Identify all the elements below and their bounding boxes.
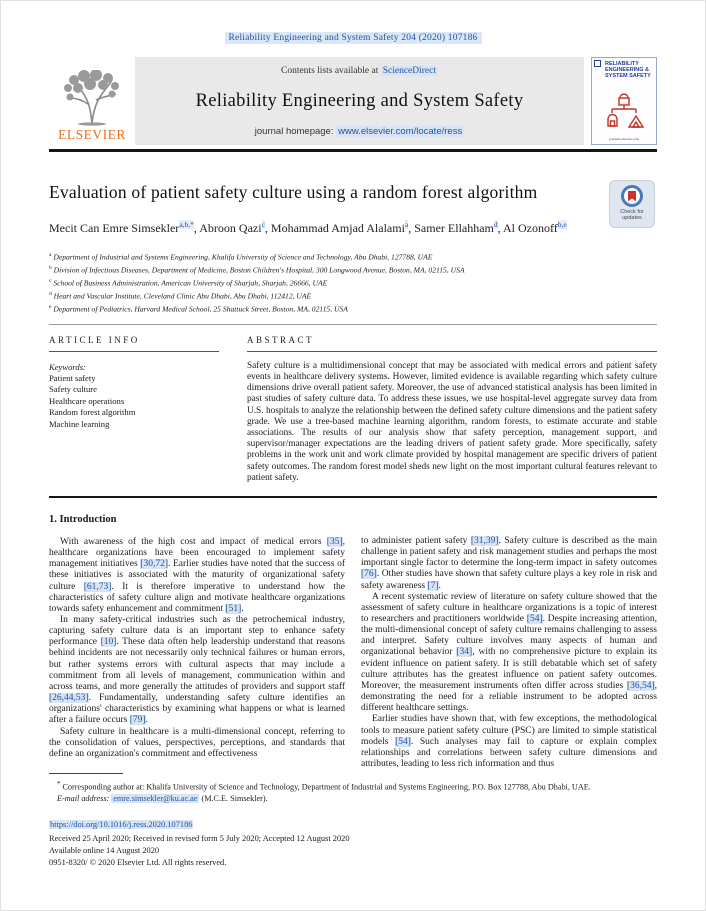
journal-header	[49, 57, 657, 145]
left-column	[49, 514, 345, 774]
email-link[interactable]: emre.simsekler@ku.ac.ae	[113, 793, 198, 803]
paragraph: A recent systematic review of literature on safety culture showed that the assessment of safety culture in healthcare organizations is a topic of interest to researchers and practitioners worldwide [54]. Despite increasing attention, the multi-dimensional concept of safety culture remains challenging to assess and interpret. Safety culture involves many aspects of human and organizational behavior [34], with no comprehensive picture to explain its evident influence on patient safety. It is still debatable which set of safety culture attributes has the greatest influence on patient safety outcomes. Moreover, the measurement instruments often differ across studies [36,54], demonstrating the need for a reliable instrument to be adopted across different healthcare settings.	[361, 591, 657, 714]
citation-link[interactable]: [31,39]	[470, 535, 499, 546]
check-updates-label: Check for updates	[620, 209, 644, 221]
citation-link[interactable]: [61,73]	[83, 581, 112, 592]
author[interactable]: Al Ozonoff$^{b,e}$	[502, 220, 567, 235]
abstract-text: Safety culture is a multidimensional concept that may be associated with medical errors and patient safety events in healthcare delivery systems. However, limited evidence is available regarding which safety culture dimensions drive overall patient safety. Moreover, the use of advanced statistical analysis has been limited in past studies of safety culture data. To address these issues, we use hospital-level aggregate survey data from U.S. hospitals to analyze the relationship between the defined safety culture dimensions and the patient safety grade. We use a tree-based machine learning algorithm, random forests, to estimate accurate and stable associations. The results of our analysis show that safety perception, management support, and supervisor/manager expectations are the leading drivers of patient safety grade. More specifically, safety problems in the work unit and work climate provided by hospital management are specific drivers of patient safety outcomes. The random forest model sheds new light on the most important cultural features relevant to patient safety.	[247, 360, 657, 483]
affiliation: $^d$ Heart and Vascular Institute, Cleveland Clinic Abu Dhabi, Abu Dhabi, 112412, UAE	[49, 290, 312, 301]
abstract-section	[247, 335, 657, 484]
affiliation: $^e$ Department of Pediatrics, Harvard Medical School, 25 Shattuck Street, Boston, MA, 02115, USA	[49, 303, 348, 314]
journal-cover	[591, 57, 657, 145]
citation-link[interactable]: [51]	[225, 603, 242, 614]
contents-line	[141, 66, 578, 76]
available-online: Available online 14 August 2020	[49, 845, 160, 855]
article-info-heading: ARTICLE INFO	[49, 334, 140, 345]
introduction-heading: 1. Introduction	[49, 513, 117, 525]
author-affil-sup[interactable]: a,b,*	[179, 220, 194, 229]
homepage-link[interactable]: www.elsevier.com/locate/ress	[338, 126, 463, 137]
elsevier-tree-icon	[60, 70, 124, 126]
author-affil-sup[interactable]: a	[404, 220, 409, 229]
citation-link[interactable]: [7]	[427, 580, 439, 591]
author-list	[49, 216, 594, 237]
abstract-heading: ABSTRACT	[247, 334, 315, 345]
citation-link[interactable]: [35]	[326, 536, 343, 547]
section-rule	[49, 496, 657, 498]
paragraph: Earlier studies have shown that, with few exceptions, the methodological tools to measure patient safety culture (PSC) are limited to simple statistical models [54]. Such analyses may fail to capture or explain complex relationships and correlations between safety culture dimensions and attributes, leading to less rich information and thus	[361, 714, 657, 770]
affiliation: $^b$ Division of Infectious Diseases, Department of Medicine, Boston Children's Hospital, 300 Longwood Avenue, Boston, MA, 02115, USA	[49, 264, 465, 275]
keywords-label: Keywords:	[49, 361, 86, 372]
check-for-updates-badge[interactable]	[609, 180, 655, 228]
citation-link[interactable]: [54]	[395, 736, 411, 747]
citation-link[interactable]: [26,44,53]	[49, 693, 89, 704]
author[interactable]: Mecit Can Emre Simsekler$^{a,b,*}$,	[49, 220, 200, 235]
check-updates-icon	[621, 185, 643, 207]
cover-title: RELIABILITY ENGINEERING & SYSTEM SAFETY	[605, 61, 651, 79]
sciencedirect-link[interactable]: ScienceDirect	[382, 66, 436, 76]
journal-title: Reliability Engineering and System Safety	[195, 90, 524, 111]
introduction-section	[49, 514, 657, 774]
elsevier-logo	[49, 57, 135, 145]
divider	[49, 351, 219, 352]
author-affil-sup[interactable]: c	[261, 220, 265, 229]
homepage-prefix: journal homepage:	[254, 126, 337, 137]
citation-link[interactable]: [10]	[100, 637, 117, 648]
affiliation: $^a$ Department of Industrial and Systems Engineering, Khalifa University of Science and Technology, Abu Dhabi, 127788, UAE	[49, 252, 433, 262]
keyword: Safety culture	[49, 384, 97, 395]
cover-footer-text: journals.elsevier.com	[609, 137, 639, 141]
homepage-line	[141, 126, 578, 137]
citation-link[interactable]: [34]	[456, 647, 473, 658]
paragraph: Safety culture in healthcare is a multi-dimensional concept, referring to the consolidation of values, perspectives, perceptions, and standards that define an organization's commitment and effectiveness	[49, 726, 345, 759]
citation-link[interactable]: [76]	[361, 569, 377, 580]
author-affil-sup[interactable]: b,e	[557, 220, 567, 229]
citation-link[interactable]: [79]	[129, 715, 146, 726]
article-footer	[49, 814, 657, 868]
keyword: Healthcare operations	[49, 395, 125, 406]
article-info-section	[49, 335, 219, 484]
article-title: Evaluation of patient safety culture using a random forest algorithm	[49, 182, 538, 202]
paragraph: In many safety-critical industries such as the petrochemical industry, capturing safety culture data is an important step to enhance safety performance [10]. These data often help leadership understand that reasons behind incidents are not necessarily only technical failures or human errors, but rather systems errors with cultural aspects that may include a commitment from all levels of management, communication within and across teams, and more generally the attitudes of providers and support staff [26,44,53]. Fundamentally, understanding safety culture identifies an organizations' characteristics by examining what happens or what is learned after a failure occurs [79].	[49, 615, 346, 726]
journal-cover-thumbnail[interactable]	[591, 57, 657, 145]
keyword: Machine learning	[49, 419, 110, 430]
citation-link[interactable]: [54]	[526, 614, 543, 625]
contents-prefix: Contents lists available at	[280, 66, 381, 76]
copyright-line: 0951-8320/ © 2020 Elsevier Ltd. All rights reserved.	[49, 857, 227, 867]
email-label: E-mail address:	[57, 793, 110, 803]
journal-citation-link[interactable]: Reliability Engineering and System Safety 204 (2020) 107186	[225, 32, 482, 44]
paragraph: to administer patient safety [31,39]. Safety culture is described as the main challenge in patient safety and risk management studies and perhaps the most important single factor to determine the long-term impact in safety outcomes [76]. Other studies have shown that safety culture plays a key role in risk and safety awareness [7].	[361, 535, 657, 591]
cover-corner-mark	[594, 60, 601, 67]
journal-citation-banner	[49, 27, 657, 45]
citation-link[interactable]: [36,54]	[626, 680, 655, 691]
received-dates: Received 25 April 2020; Received in revised form 5 July 2020; Accepted 12 August 2020	[49, 833, 350, 843]
keyword: Random forest algorithm	[49, 407, 136, 418]
corresponding-author-footnote	[49, 779, 657, 804]
header-rule	[49, 149, 657, 152]
citation-link[interactable]: [30,72]	[140, 559, 168, 570]
footnote-rule	[49, 773, 123, 774]
right-column	[361, 514, 657, 774]
journal-masthead	[135, 57, 584, 145]
author[interactable]: Mohammad Amjad Alalami$^a$,	[270, 220, 415, 235]
affiliations	[49, 250, 657, 315]
author[interactable]: Abroon Qazi$^c$,	[199, 220, 271, 235]
fault-tree-icon	[602, 92, 646, 134]
doi-link[interactable]: https://doi.org/10.1016/j.ress.2020.107186	[50, 819, 193, 829]
affiliation: $^c$ School of Business Administration, American University of Sharjah, Sharjah, 26666, UAE	[49, 277, 328, 288]
keyword: Patient safety	[49, 372, 96, 383]
footnote-line: * Corresponding author at: Khalifa University of Science and Technology, Department of Industrial and Systems Engineering, P.O. Box 127788, Abu Dhabi, UAE.	[57, 781, 591, 792]
author[interactable]: Samer Ellahham$^d$,	[414, 220, 503, 235]
author-affil-sup[interactable]: d	[493, 220, 498, 229]
email-line: E-mail address: emre.simsekler@ku.ac.ae (M.C.E. Simsekler).	[57, 793, 268, 803]
paragraph: With awareness of the high cost and impact of medical errors [35], healthcare organizations have been encouraged to implement safety management initiatives [30,72]. Earlier studies have noted that the success of these initiatives is associated with the maturity of organizational safety culture [61,73]. It is therefore imperative to understand how the characteristics of safety culture align and motivate healthcare organizations towards safety enhancement and commitment [51].	[49, 536, 345, 614]
elsevier-wordmark: ELSEVIER	[58, 127, 126, 142]
divider	[247, 351, 657, 352]
